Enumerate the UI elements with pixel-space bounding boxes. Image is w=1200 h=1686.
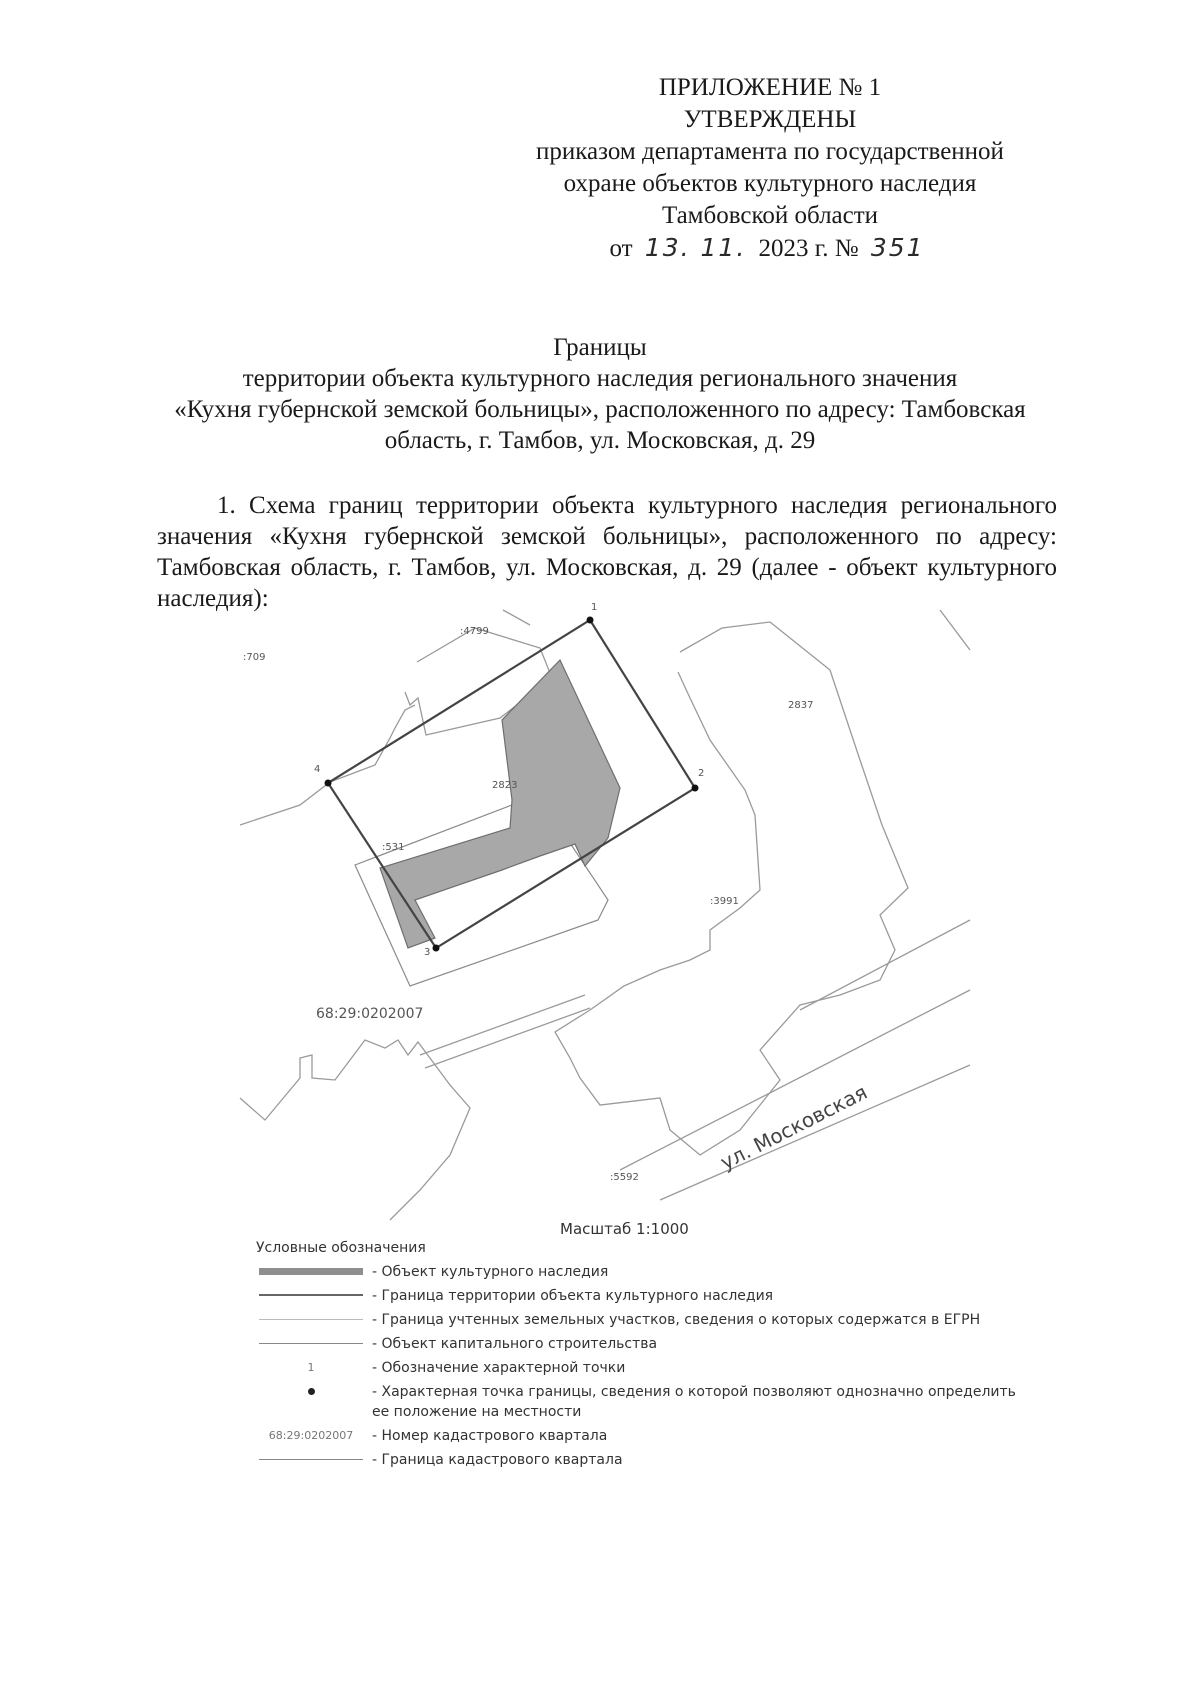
boundary-point-4 <box>325 780 332 787</box>
point-label-3: 3 <box>424 947 431 958</box>
point-label-2: 2 <box>698 768 705 779</box>
parcel-border-top <box>503 610 530 625</box>
legend-desc: - Характерная точка границы, сведения о которой позволяют однозначно определить ее положение на местности <box>372 1384 1016 1420</box>
driveway-line-1 <box>420 995 585 1055</box>
legend-desc: - Граница кадастрового квартала <box>372 1452 623 1468</box>
approval-header <box>440 72 1100 265</box>
title-line-3: «Кухня губернской земской больницы», расположенного по адресу: Тамбовская <box>174 396 1026 423</box>
label-5592: :5592 <box>610 1172 639 1183</box>
road-line-2 <box>620 990 970 1170</box>
point-label-4: 4 <box>314 764 321 775</box>
building-2837-outline <box>555 622 908 1155</box>
number-sign: № <box>834 235 859 262</box>
label-531: :531 <box>382 842 405 853</box>
label-4799: :4799 <box>460 626 489 637</box>
date-prefix: от <box>609 235 633 262</box>
parcel-border-top-right <box>940 610 970 650</box>
parcel-border-left <box>240 705 415 825</box>
title-line-4: область, г. Тамбов, ул. Московская, д. 29 <box>384 427 816 454</box>
handwritten-date: 13. 11. <box>644 233 747 262</box>
map-legend <box>256 1240 1036 1474</box>
map-scale: Масштаб 1:1000 <box>560 1220 689 1238</box>
order-line-2: охране объектов культурного наследия <box>563 170 977 197</box>
paragraph-1: 1. Схема границ территории объекта культурного наследия регионального значения «Кухня губернской земской больницы», расположенного по адресу: Тамбовская область, г. Тамбов, ул. Московская, д. 29 (далее - объект культурного наследия): <box>157 492 1057 612</box>
handwritten-number: 351 <box>870 233 925 262</box>
boundary-point-1 <box>587 617 594 624</box>
legend-item-territory-boundary <box>256 1286 1036 1306</box>
legend-symbol-dot <box>256 1382 366 1400</box>
boundary-point-2 <box>692 785 699 792</box>
building-left-outline <box>240 1040 470 1220</box>
legend-item-boundary-point <box>256 1382 1036 1422</box>
legend-symbol-thin-line <box>256 1310 366 1328</box>
road-line-1 <box>800 920 970 1010</box>
legend-desc: - Граница территории объекта культурного наследия <box>372 1288 774 1304</box>
legend-desc: - Номер кадастрового квартала <box>372 1428 608 1444</box>
point-label-1: 1 <box>591 602 598 613</box>
legend-title: Условные обозначения <box>256 1240 426 1256</box>
appendix-number: ПРИЛОЖЕНИЕ № 1 <box>658 74 882 101</box>
boundary-point-3 <box>433 945 440 952</box>
legend-item-capital-construction <box>256 1334 1036 1354</box>
driveway-line-2 <box>425 1008 590 1068</box>
legend-symbol-quarter-line <box>256 1450 366 1468</box>
boundary-map <box>240 602 970 1220</box>
order-year: 2023 г. <box>758 235 829 262</box>
legend-symbol-number: 1 <box>307 1360 315 1374</box>
street-label: ул. Московская <box>716 1079 871 1175</box>
legend-symbol-thick-line <box>256 1286 366 1304</box>
legend-item-heritage-object <box>256 1262 1036 1282</box>
legend-symbol-fill <box>256 1262 366 1280</box>
legend-item-quarter-boundary <box>256 1450 1036 1470</box>
legend-symbol-quarter: 68:29:0202007 <box>268 1428 354 1442</box>
legend-desc: - Обозначение характерной точки <box>372 1360 626 1376</box>
road-line-3 <box>660 1065 970 1200</box>
legend-item-point-designation <box>256 1358 1036 1378</box>
legend-desc: - Граница учтенных земельных участков, сведения о которых содержатся в ЕГРН <box>372 1312 981 1328</box>
label-2837: 2837 <box>788 700 814 711</box>
label-3991: :3991 <box>710 896 739 907</box>
order-date-line <box>440 232 1100 265</box>
title-line-2: территории объекта культурного наследия регионального значения <box>242 365 958 392</box>
order-line-3: Тамбовской области <box>661 202 879 229</box>
legend-item-quarter-number <box>256 1426 1036 1446</box>
title-line-1: Границы <box>553 334 647 361</box>
document-title <box>150 332 1050 456</box>
label-2823: 2823 <box>492 780 518 791</box>
label-709: :709 <box>243 652 266 663</box>
heritage-object <box>380 660 620 948</box>
legend-symbol-medium-line <box>256 1334 366 1352</box>
legend-item-parcel-boundary <box>256 1310 1036 1330</box>
quarter-label: 68:29:0202007 <box>316 1006 424 1022</box>
order-line-1: приказом департамента по государственной <box>536 138 1004 165</box>
approved-label: УТВЕРЖДЕНЫ <box>683 106 857 133</box>
legend-desc: - Объект капитального строительства <box>372 1336 658 1352</box>
legend-desc: - Объект культурного наследия <box>372 1264 609 1280</box>
